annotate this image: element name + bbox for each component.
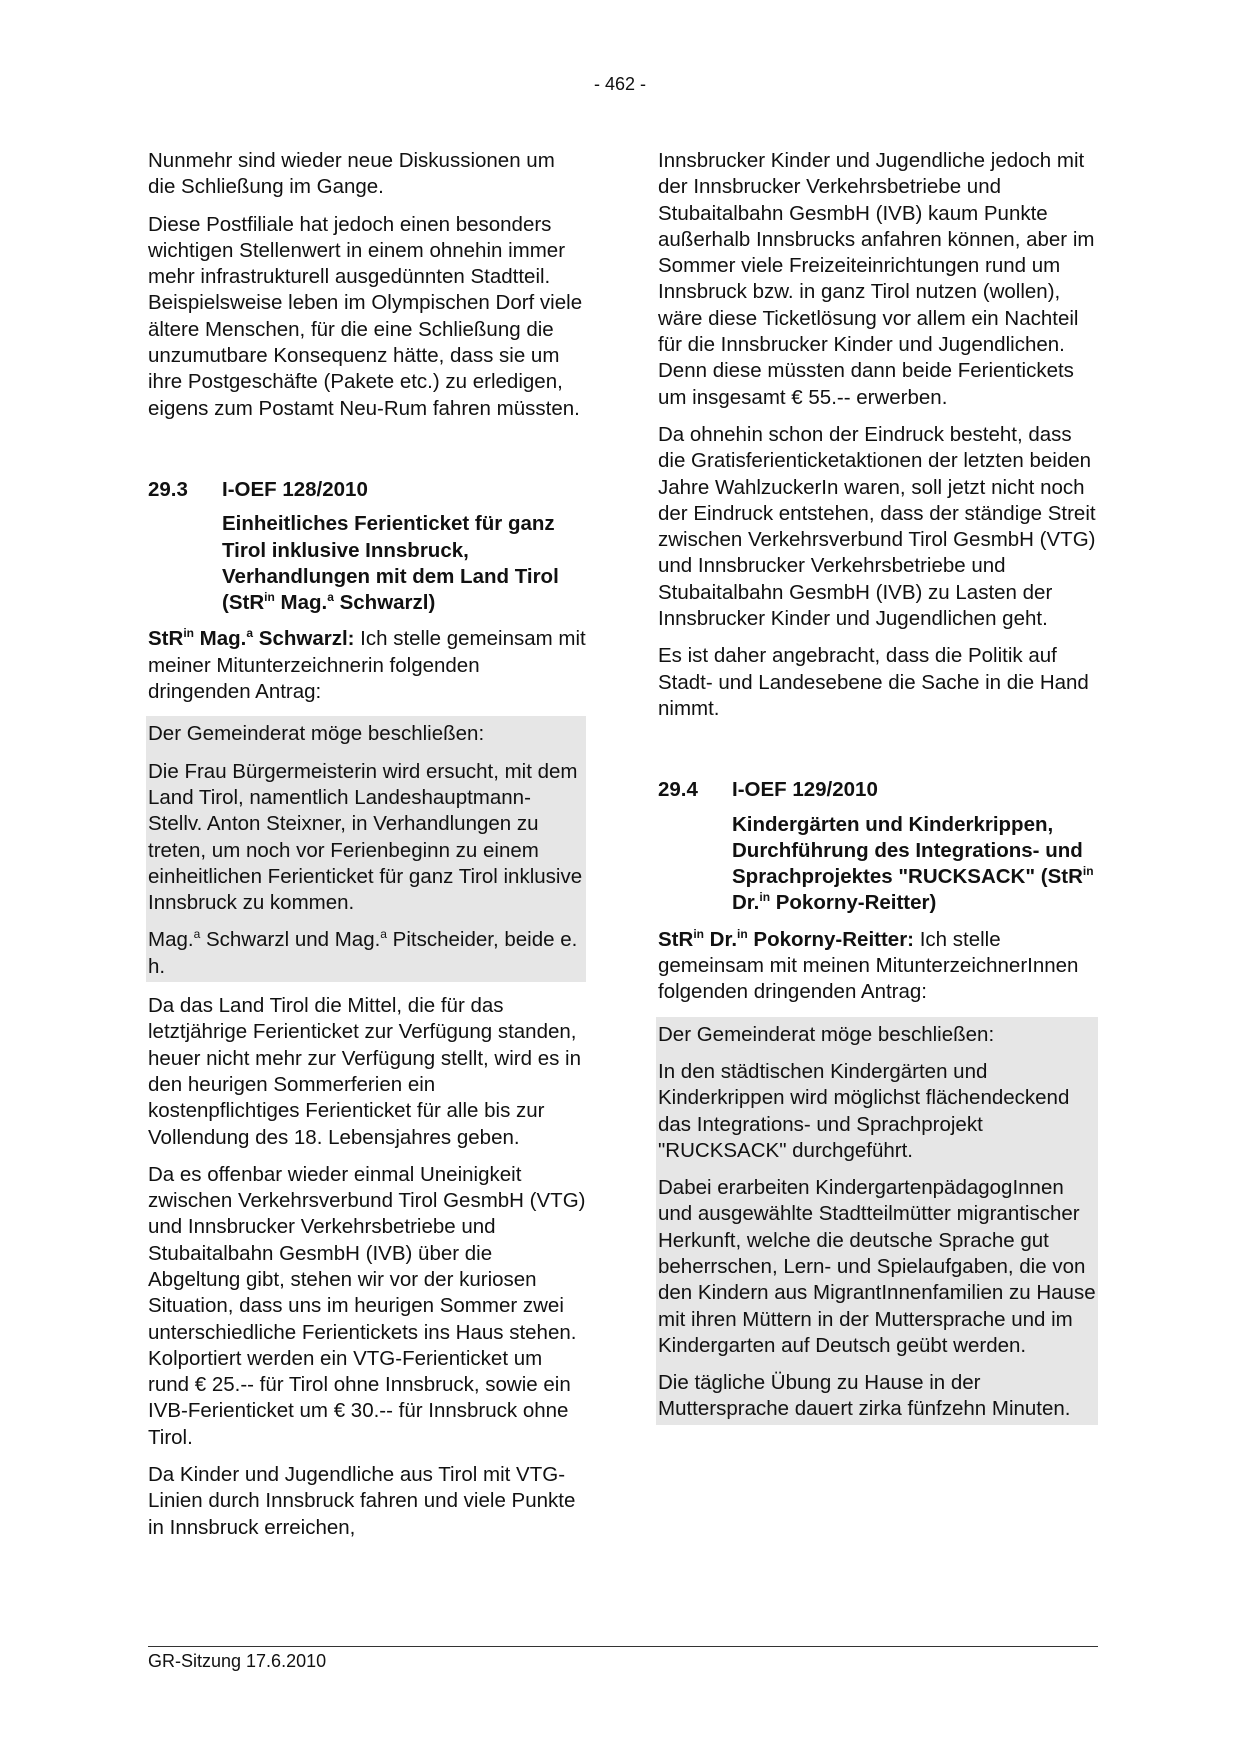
section-title: Kindergärten und Kinderkrippen, Durchführung des Integrations- und Sprachprojektes "RUCKSACK" (StR$^{in}$ Dr.$^{in}$ Pokorny-Reitter) <box>732 812 1094 915</box>
section-heading <box>148 477 586 503</box>
paragraph: Da Kinder und Jugendliche aus Tirol mit VTG-Linien durch Innsbruck fahren und viele Punkte in Innsbruck erreichen, <box>148 1463 576 1539</box>
motion-text: Dabei erarbeiten KindergartenpädagogInnen und ausgewählte Stadtteilmütter migrantischer Herkunft, welche die deutsche Sprache gut beherrschen, Lern- und Spielaufgaben, die von den Kindern aus MigrantInnenfamilien zu Hause mit ihren Müttern in der Muttersprache und im Kindergarten auf Deutsch geübt werden. <box>658 1176 1096 1357</box>
speaker-paragraph: StR$^{in}$ Mag.$^a$ Schwarzl: Ich stelle gemeinsam mit meiner Mitunterzeichnerin folgenden dringenden Antrag: <box>148 626 586 704</box>
paragraph: Da ohnehin schon der Eindruck besteht, dass die Gratisferienticketaktionen der letzten beiden Jahre WahlzuckerIn waren, soll jetzt nicht noch der Eindruck entstehen, dass der ständige Streit zwischen Verkehrsverbund Tirol GesmbH (VTG) und Innsbrucker Verkehrsbetriebe und Stubaitalbahn GesmbH (IVB) zu Lasten der Innsbrucker Kinder und Jugendlichen geht. <box>658 422 1096 631</box>
motion-text: In den städtischen Kindergärten und Kinderkrippen wird möglichst flächendeckend das Integrations- und Sprachprojekt "RUCKSACK" durchgeführt. <box>658 1059 1070 1162</box>
paragraph: Nunmehr sind wieder neue Diskussionen um die Schließung im Gange. <box>148 149 555 199</box>
speaker-name: StR$^{in}$ Dr.$^{in}$ Pokorny-Reitter: <box>658 926 915 951</box>
section-title: Einheitliches Ferienticket für ganz Tirol inklusive Innsbruck, Verhandlungen mit dem Land Tirol (StR$^{in}$ Mag.$^a$ Schwarzl) <box>222 512 559 615</box>
motion-signature: Mag.$^a$ Schwarzl und Mag.$^a$ Pitscheider, beide e. h. <box>148 927 578 978</box>
section-heading <box>658 777 1098 803</box>
paragraph: Da es offenbar wieder einmal Uneinigkeit zwischen Verkehrsverbund Tirol GesmbH (VTG) und Innsbrucker Verkehrsbetriebe und Stubaitalbahn GesmbH (IVB) über die Abgeltung gibt, stehen wir vor der kuriosen Situation, dass uns im heurigen Sommer zwei unterschiedliche Ferientickets ins Haus stehen. Kolportiert werden ein VTG-Ferienticket um rund € 25.-- für Tirol ohne Innsbruck, sowie ein IVB-Ferienticket um € 30.-- für Innsbruck ohne Tirol. <box>148 1162 586 1449</box>
motion-text: Die Frau Bürgermeisterin wird ersucht, mit dem Land Tirol, namentlich Landeshauptmann-Stellv. Anton Steixner, in Verhandlungen zu treten, um noch vor Ferienbeginn zu einem einheitlichen Ferienticket für ganz Tirol inklusive Innsbruck zu kommen. <box>148 759 583 915</box>
section-code: I-OEF 129/2010 <box>732 778 878 802</box>
right-column <box>658 148 1098 1436</box>
footer-session-date: GR-Sitzung 17.6.2010 <box>148 1651 327 1671</box>
paragraph: Innsbrucker Kinder und Jugendliche jedoch mit der Innsbrucker Verkehrsbetriebe und Stubaitalbahn GesmbH (IVB) kaum Punkte außerhalb Innsbrucks anfahren können, aber im Sommer viele Freizeiteinrichtungen rund um Innsbruck bzw. in ganz Tirol nutzen (wollen), wäre diese Ticketlösung vor allem ein Nachteil für die Innsbrucker Kinder und Jugendlichen. Denn diese müssten dann beide Ferientickets um insgesamt € 55.-- erwerben. <box>658 149 1095 409</box>
motion-text: Die tägliche Übung zu Hause in der Muttersprache dauert zirka fünfzehn Minuten. <box>658 1371 1071 1421</box>
section-number: 29.3 <box>148 477 188 501</box>
speaker-name: StR$^{in}$ Mag.$^a$ Schwarzl: <box>148 626 355 651</box>
footer-divider <box>148 1646 1098 1647</box>
paragraph: Da das Land Tirol die Mittel, die für das letztjährige Ferienticket zur Verfügung standen, heuer nicht mehr zur Verfügung stellt, wird es in den heurigen Sommerferien ein kostenpflichtiges Ferienticket für alle bis zur Vollendung des 18. Lebensjahres geben. <box>148 994 581 1149</box>
motion-intro: Der Gemeinderat möge beschließen: <box>148 722 485 746</box>
paragraph: Es ist daher angebracht, dass die Politik auf Stadt- und Landesebene die Sache in die Hand nimmt. <box>658 644 1089 720</box>
left-column <box>148 148 586 1552</box>
motion-box <box>656 1017 1098 1425</box>
speaker-paragraph: StR$^{in}$ Dr.$^{in}$ Pokorny-Reitter: Ich stelle gemeinsam mit meinen MitunterzeichnerInnen folgenden dringenden Antrag: <box>658 926 1079 1004</box>
paragraph: Diese Postfiliale hat jedoch einen besonders wichtigen Stellenwert in einem ohnehin immer mehr infrastrukturell ausgedünnten Stadtteil. Beispielsweise leben im Olympischen Dorf viele ältere Menschen, für die eine Schließung die unzumutbare Konsequenz hätte, dass sie um ihre Postgeschäfte (Pakete etc.) zu erledigen, eigens zum Postamt Neu-Rum fahren müssten. <box>148 212 583 420</box>
section-number: 29.4 <box>658 778 698 802</box>
page-number: - 462 - <box>593 74 647 94</box>
motion-intro: Der Gemeinderat möge beschließen: <box>658 1022 995 1046</box>
section-code: I-OEF 128/2010 <box>222 477 368 501</box>
motion-box <box>146 716 586 982</box>
